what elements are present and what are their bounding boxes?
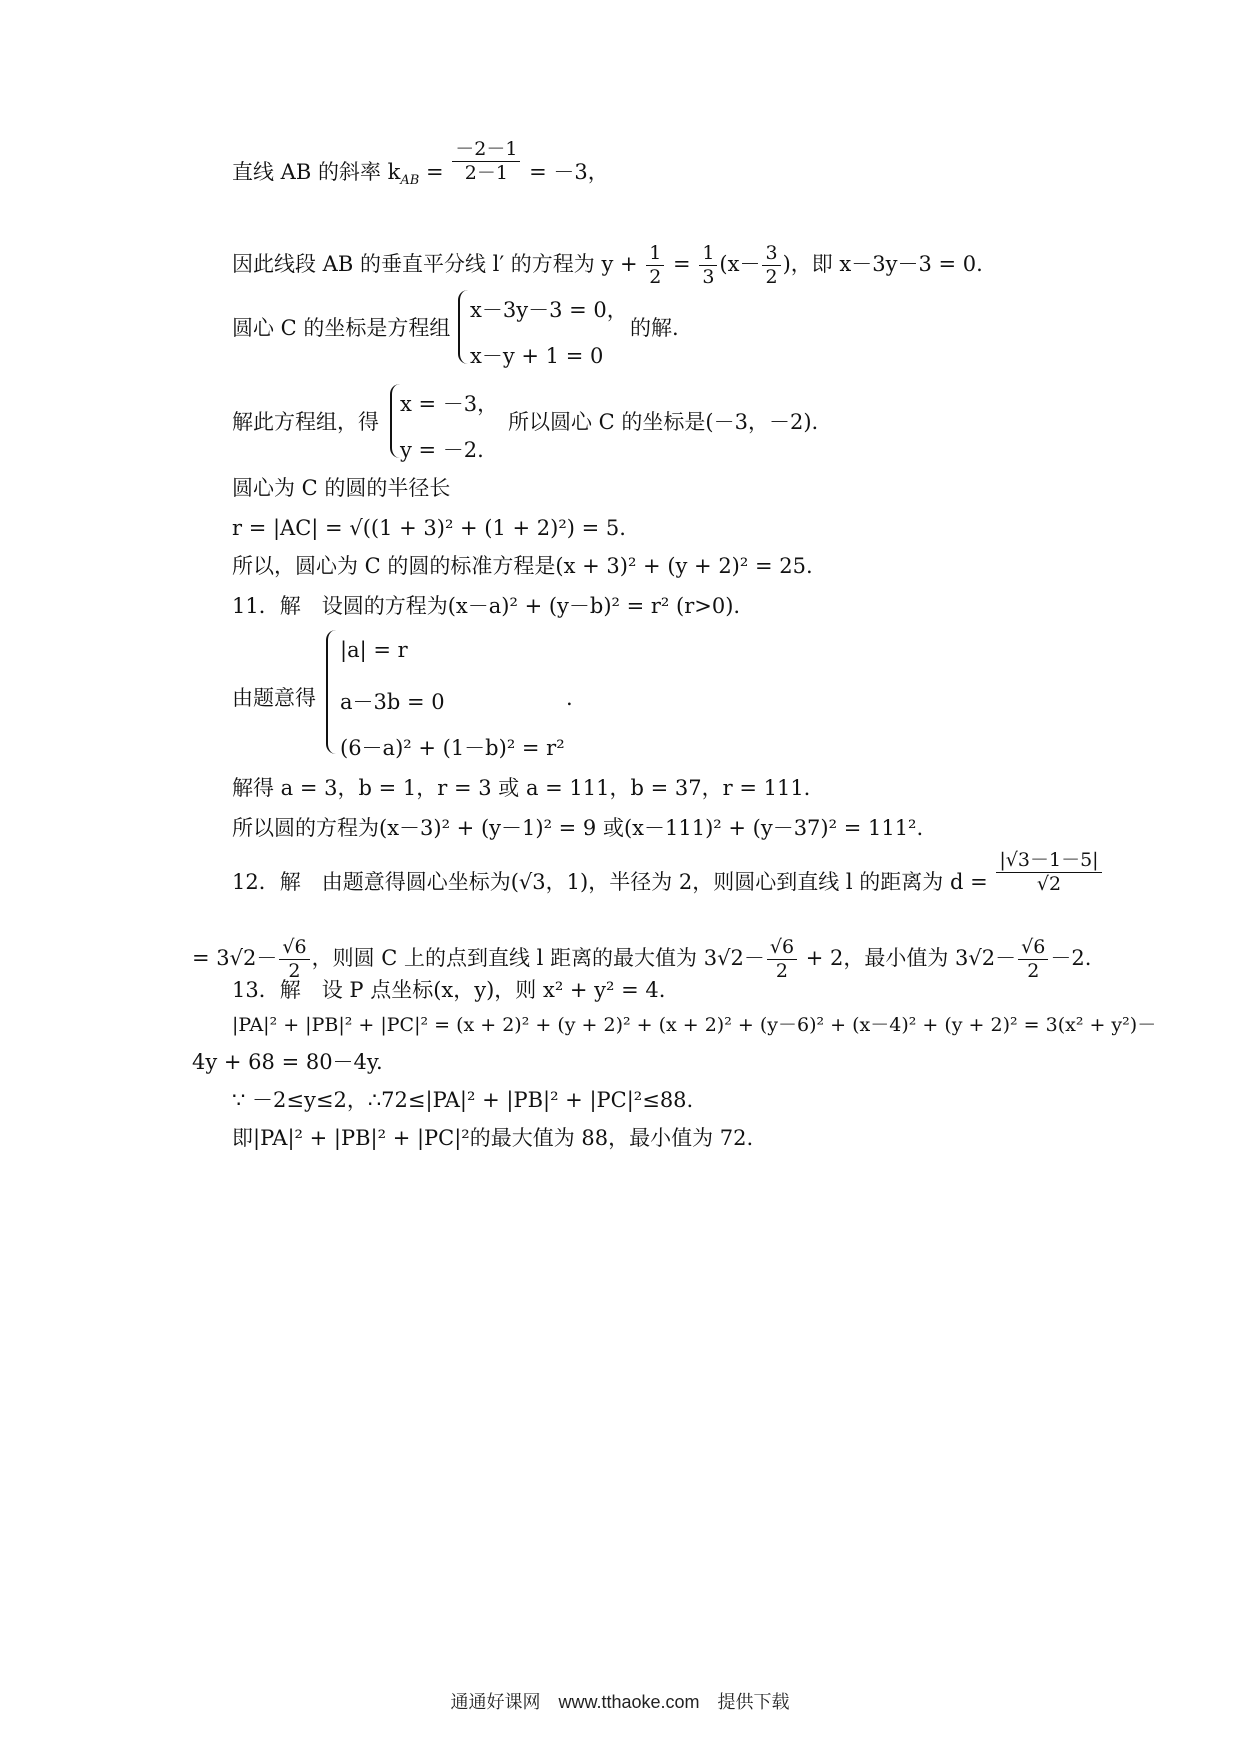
center-suffix: 的解. <box>630 316 679 340</box>
circle-equation: 所以，圆心为 C 的圆的标准方程是(x + 3)² + (y + 2)² = 25. <box>232 554 813 578</box>
fraction-3-numerator: √6 <box>1018 938 1048 960</box>
sqrt6-half-fraction-3 <box>1018 938 1048 981</box>
problem-12-line2 <box>192 938 1091 981</box>
paren-open: (x－ <box>719 252 761 276</box>
equals-sign: = <box>666 252 698 276</box>
half-denominator: 2 <box>649 266 662 288</box>
problem-13-line3: ∵ －2≤y≤2，∴72≤|PA|² + |PB|² + |PC|²≤88. <box>232 1088 694 1112</box>
sqrt6-half-fraction-2 <box>767 938 797 981</box>
distance-numerator: |√3－1－5| <box>996 851 1101 873</box>
fraction-1-numerator: √6 <box>279 938 309 960</box>
problem-11-brace <box>326 630 338 754</box>
problem-12-head-text: 12．解 由题意得圆心坐标为(√3，1)，半径为 2，则圆心到直线 l 的距离为 d = <box>232 870 995 894</box>
problem-13-head: 13．解 设 P 点坐标(x，y)，则 x² + y² = 4. <box>232 978 666 1002</box>
problem-11-prefix: 由题意得 <box>232 686 316 710</box>
third-fraction <box>699 244 717 287</box>
problem-13-line1: |PA|² + |PB|² + |PC|² = (x + 2)² + (y + 2)² + (x + 2)² + (y－6)² + (x－4)² + (y + 2)² = 3(x² + y²)－ <box>232 1014 1157 1036</box>
problem-11-dot: . <box>566 686 573 710</box>
problem-12-head <box>232 849 1104 895</box>
third-denominator: 3 <box>702 266 715 288</box>
three-halves-fraction <box>762 244 780 287</box>
problem-11-eq2: a－3b = 0 <box>340 690 445 714</box>
slope-result: = －3， <box>522 160 609 184</box>
fraction-2-numerator: √6 <box>767 938 797 960</box>
problem-13-line2: 4y + 68 = 80－4y. <box>192 1050 383 1074</box>
center-system-brace <box>458 290 470 364</box>
bisector-prefix: 因此线段 AB 的垂直平分线 l′ 的方程为 y + <box>232 252 645 276</box>
problem-11-eq1: |a| = r <box>340 638 408 662</box>
problem-11-answer: 所以圆的方程为(x－3)² + (y－1)² = 9 或(x－111)² + (y－37)² = 111². <box>232 816 924 840</box>
problem-11-solution: 解得 a = 3，b = 1，r = 3 或 a = 111，b = 37，r = 111. <box>232 776 811 800</box>
distance-denominator: √2 <box>1036 873 1062 895</box>
third-numerator: 1 <box>699 244 717 266</box>
slope-fraction-denominator: 2－1 <box>464 162 508 184</box>
distance-fraction <box>996 851 1101 894</box>
half-fraction <box>646 244 664 287</box>
three-halves-denominator: 2 <box>765 266 778 288</box>
slope-prefix: 直线 AB 的斜率 k <box>232 160 401 184</box>
slope-fraction <box>452 140 520 183</box>
solve-system-eq2: y = －2. <box>400 438 484 462</box>
problem-12-part-b: ，则圆 C 上的点到直线 l 距离的最大值为 3√2－ <box>311 946 765 970</box>
fraction-3-denominator: 2 <box>1027 960 1040 982</box>
solve-prefix: 解此方程组，得 <box>232 410 379 434</box>
center-system-eq2: x－y + 1 = 0 <box>470 344 604 368</box>
fraction-1-denominator: 2 <box>288 960 301 982</box>
problem-12-part-a: = 3√2－ <box>192 946 278 970</box>
radius-formula: r = |AC| = √((1 + 3)² + (1 + 2)²) = 5. <box>232 516 626 540</box>
problem-13-line4: 即|PA|² + |PB|² + |PC|²的最大值为 88，最小值为 72. <box>232 1126 754 1150</box>
problem-12-part-c: + 2，最小值为 3√2－ <box>799 946 1017 970</box>
bisector-tail: )，即 x－3y－3 = 0. <box>782 252 983 276</box>
problem-11-eq3: (6－a)² + (1－b)² = r² <box>340 736 565 760</box>
three-halves-numerator: 3 <box>762 244 780 266</box>
center-system-eq1: x－3y－3 = 0， <box>470 298 628 322</box>
problem-12-part-d: －2. <box>1050 946 1092 970</box>
fraction-2-denominator: 2 <box>775 960 788 982</box>
radius-label: 圆心为 C 的圆的半径长 <box>232 476 451 500</box>
problem-11-head: 11．解 设圆的方程为(x－a)² + (y－b)² = r² (r>0). <box>232 594 741 618</box>
slope-fraction-numerator: －2－1 <box>452 140 520 162</box>
equals-sign: = <box>419 160 451 184</box>
sqrt6-half-fraction-1 <box>279 938 309 981</box>
slope-line <box>232 138 609 189</box>
center-prefix: 圆心 C 的坐标是方程组 <box>232 316 451 340</box>
bisector-line <box>232 244 983 287</box>
solve-suffix: 所以圆心 C 的坐标是(－3，－2). <box>508 410 819 434</box>
slope-subscript: AB <box>400 173 420 189</box>
page-footer: 通通好课网 www.tthaoke.com 提供下载 <box>450 1692 790 1712</box>
half-numerator: 1 <box>646 244 664 266</box>
solve-system-eq1: x = －3， <box>400 392 499 416</box>
